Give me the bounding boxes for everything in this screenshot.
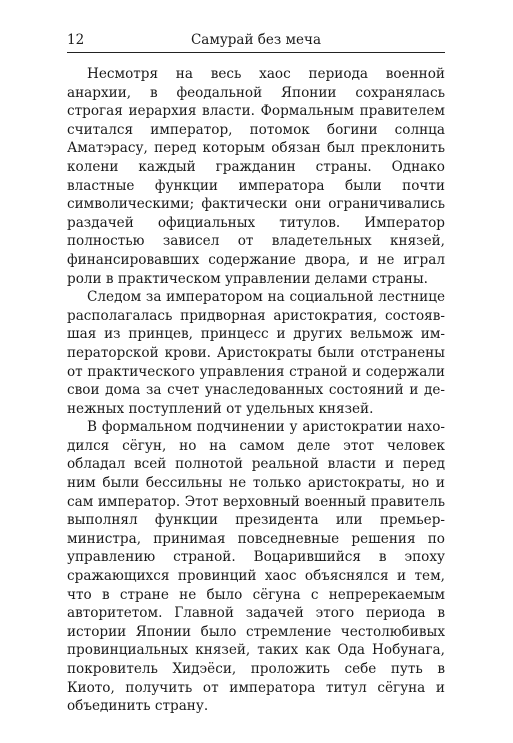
- body-text: [67, 65, 445, 716]
- page-number: 12: [67, 32, 85, 48]
- header-rule: [67, 52, 445, 53]
- paragraph: В формальном подчинении у аристократии находился сёгун, но на самом деле этот человек обладал всей полнотой реальной власти и перед ним были бессильны не только аристократы, но и сам император. Этот верховный военный правитель выполнял функции президента или премьер-министра, принимая повседневные решения по управлению страной. Воцарившийся в эпоху сражающихся провинций хаос объяснялся и тем, что в стране не было сёгуна с непререкаемым авторитетом. Главной задачей этого периода в истории Японии было стремление честолюбивых провинциальных князей, таких как Ода Нобунага, покровитель Хидэёси, проложить себе путь в Киото, получить от императора титул сёгуна и объединить страну.: [67, 419, 445, 715]
- paragraph: Следом за императором на социальной лестнице располагалась придворная аристократия, состоявшая из принцев, принцесс и других вельмож императорской крови. Аристократы были отстранены от практического управления страной и содержали свои дома за счет унаследованных состояний и денежных поступлений от удельных князей.: [67, 289, 445, 417]
- running-title: Самурай без меча: [190, 32, 322, 48]
- paragraph: Несмотря на весь хаос периода военной анархии, в феодальной Японии сохранялась строгая иерархия власти. Формальным правителем считался император, потомок богини солнца Аматэрасу, перед которым обязан был преклонить колени каждый гражданин страны. Однако властные функции императора были почти символическими; фактически они ограничивались раздачей официальных титулов. Император полностью зависел от владетельных князей, финансировавших содержание двора, и не играл роли в практическом управлении делами страны.: [67, 66, 445, 287]
- running-head: [67, 30, 445, 50]
